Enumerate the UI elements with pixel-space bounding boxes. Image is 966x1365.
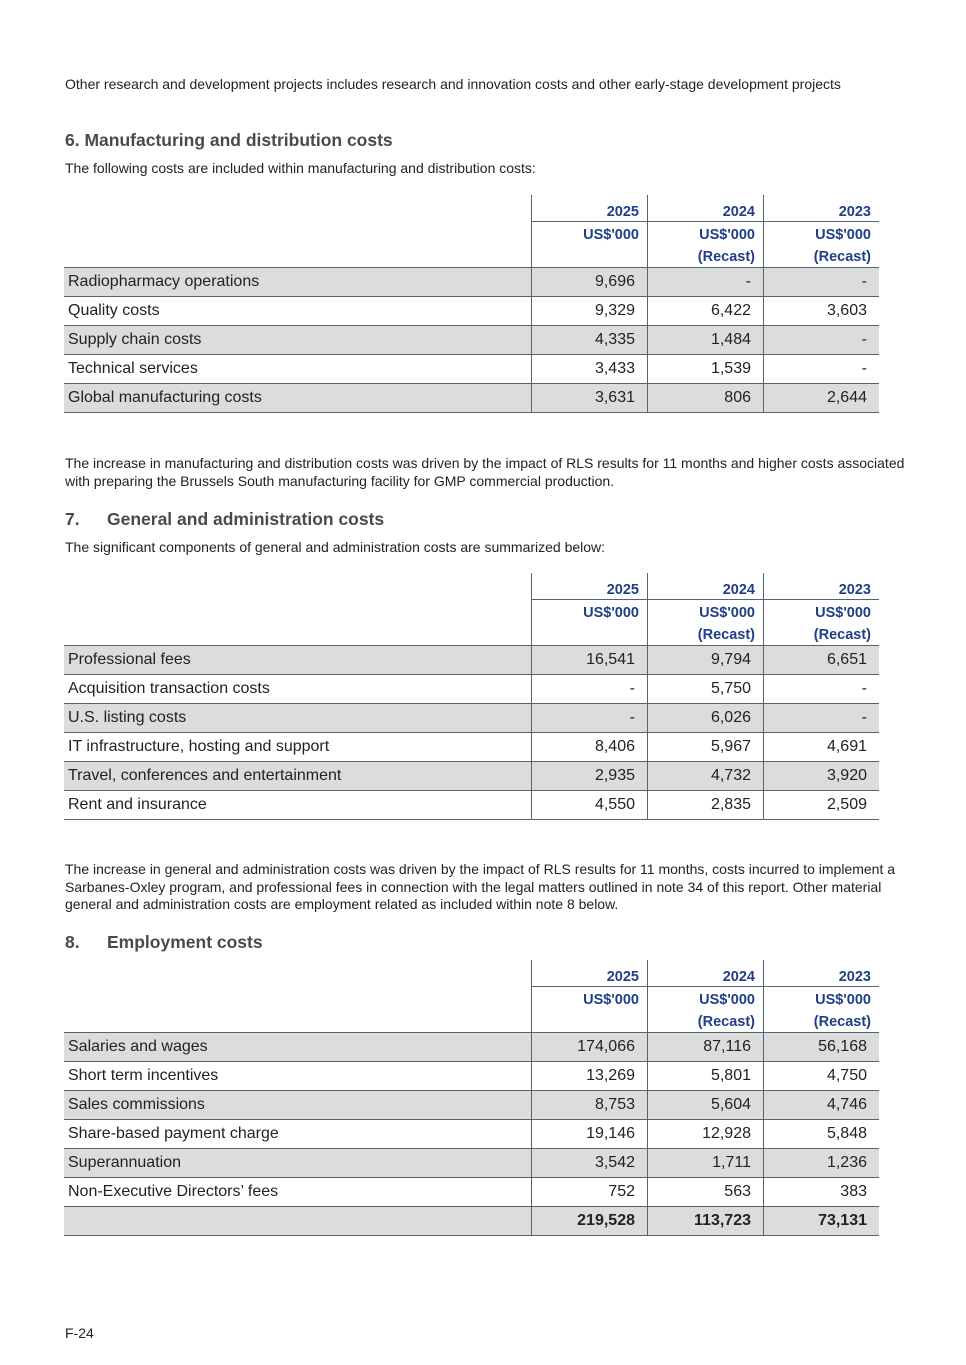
cell-value: 87,116 [648, 1033, 764, 1062]
year-header: 2024 [648, 960, 764, 987]
cell-value: 563 [648, 1178, 764, 1207]
total-value: 73,131 [764, 1207, 880, 1236]
cell-value: - [764, 326, 880, 355]
table-row [64, 297, 879, 326]
table-row [64, 1062, 879, 1091]
cell-value: - [764, 355, 880, 384]
total-row [64, 1207, 879, 1236]
cell-value: 3,433 [532, 355, 648, 384]
table-row [64, 1178, 879, 1207]
cell-value: 1,236 [764, 1149, 880, 1178]
cell-value: 3,603 [764, 297, 880, 326]
unit-header: US$'000 [648, 600, 764, 628]
unit-header: US$'000 [648, 987, 764, 1015]
year-header: 2025 [532, 573, 648, 600]
recast-header: (Recast) [648, 1014, 764, 1033]
cell-value: 12,928 [648, 1120, 764, 1149]
general-admin-costs-table [64, 573, 879, 820]
cell-value: 13,269 [532, 1062, 648, 1091]
total-value: 113,723 [648, 1207, 764, 1236]
year-header: 2023 [764, 195, 880, 222]
cell-value: 2,644 [764, 384, 880, 413]
cell-value: 5,604 [648, 1091, 764, 1120]
row-label: Supply chain costs [64, 326, 532, 355]
section-6-title: 6. Manufacturing and distribution costs [65, 130, 393, 150]
cell-value: 5,750 [648, 675, 764, 704]
page-number: F-24 [65, 1325, 94, 1341]
cell-value: 2,509 [764, 791, 880, 820]
cell-value: - [532, 704, 648, 733]
recast-header: (Recast) [764, 1014, 880, 1033]
cell-value: 16,541 [532, 646, 648, 675]
recast-header: (Recast) [764, 627, 880, 646]
cell-value: - [764, 704, 880, 733]
table-row [64, 1149, 879, 1178]
header-blank [64, 195, 532, 222]
recast-header: (Recast) [648, 627, 764, 646]
section-8-title-text: Employment costs [107, 932, 263, 952]
cell-value: 6,026 [648, 704, 764, 733]
cell-value: 752 [532, 1178, 648, 1207]
table-row [64, 1033, 879, 1062]
cell-value: 8,753 [532, 1091, 648, 1120]
cell-value: 3,920 [764, 762, 880, 791]
recast-header: (Recast) [648, 249, 764, 268]
cell-value: 4,550 [532, 791, 648, 820]
cell-value: 19,146 [532, 1120, 648, 1149]
row-label: Non-Executive Directors’ fees [64, 1178, 532, 1207]
table-row [64, 704, 879, 733]
cell-value: - [764, 675, 880, 704]
table-row [64, 791, 879, 820]
cell-value: 9,329 [532, 297, 648, 326]
table-row [64, 384, 879, 413]
cell-value: 5,967 [648, 733, 764, 762]
row-label: Professional fees [64, 646, 532, 675]
year-header: 2025 [532, 960, 648, 987]
table-row [64, 268, 879, 297]
row-label: IT infrastructure, hosting and support [64, 733, 532, 762]
cell-value: - [532, 675, 648, 704]
cell-value: 5,848 [764, 1120, 880, 1149]
cell-value: 4,746 [764, 1091, 880, 1120]
unit-header: US$'000 [764, 222, 880, 250]
row-label: Travel, conferences and entertainment [64, 762, 532, 791]
row-label: Salaries and wages [64, 1033, 532, 1062]
cell-value: 1,539 [648, 355, 764, 384]
row-label: Superannuation [64, 1149, 532, 1178]
employment-costs-table [64, 960, 879, 1236]
section-7-title-text: General and administration costs [107, 509, 385, 529]
cell-value: 383 [764, 1178, 880, 1207]
unit-header: US$'000 [648, 222, 764, 250]
row-label: Share-based payment charge [64, 1120, 532, 1149]
cell-value: 4,732 [648, 762, 764, 791]
total-label [64, 1207, 532, 1236]
year-header: 2023 [764, 960, 880, 987]
row-label: Acquisition transaction costs [64, 675, 532, 704]
cell-value: 9,794 [648, 646, 764, 675]
row-label: Global manufacturing costs [64, 384, 532, 413]
row-label: Radiopharmacy operations [64, 268, 532, 297]
table-row [64, 1120, 879, 1149]
year-header: 2024 [648, 573, 764, 600]
recast-header [532, 627, 648, 646]
year-header: 2024 [648, 195, 764, 222]
total-value: 219,528 [532, 1207, 648, 1236]
unit-header: US$'000 [532, 222, 648, 250]
cell-value: 56,168 [764, 1033, 880, 1062]
row-label: Technical services [64, 355, 532, 384]
cell-value: 5,801 [648, 1062, 764, 1091]
table-row [64, 733, 879, 762]
cell-value: 9,696 [532, 268, 648, 297]
table-row [64, 762, 879, 791]
row-label: Rent and insurance [64, 791, 532, 820]
row-label: U.S. listing costs [64, 704, 532, 733]
section-8-number: 8. [65, 932, 80, 952]
row-label: Quality costs [64, 297, 532, 326]
section-7-intro: The significant components of general and administration costs are summarized below: [65, 539, 606, 555]
cell-value: 1,484 [648, 326, 764, 355]
year-header: 2023 [764, 573, 880, 600]
unit-header: US$'000 [764, 987, 880, 1015]
cell-value: - [648, 268, 764, 297]
section-6-intro: The following costs are included within manufacturing and distribution costs: [65, 160, 536, 176]
cell-value: 4,750 [764, 1062, 880, 1091]
year-header: 2025 [532, 195, 648, 222]
cell-value: 1,711 [648, 1149, 764, 1178]
cell-value: 174,066 [532, 1033, 648, 1062]
table-row [64, 675, 879, 704]
cell-value: 806 [648, 384, 764, 413]
unit-header: US$'000 [532, 600, 648, 628]
recast-header [532, 249, 648, 268]
cell-value: - [764, 268, 880, 297]
table-row [64, 1091, 879, 1120]
row-label: Sales commissions [64, 1091, 532, 1120]
table-row [64, 355, 879, 384]
cell-value: 4,691 [764, 733, 880, 762]
recast-header [532, 1014, 648, 1033]
row-label: Short term incentives [64, 1062, 532, 1091]
section-7-note: The increase in general and administration costs was driven by the impact of RLS results for 11 months, costs incurred to implement a Sarbanes-Oxley program, and professional fees in connection with the legal matters outlined in note 34 of this report. Other material general and administration costs are employment related as included within note 8 below. [65, 861, 896, 912]
section-6-note: The increase in manufacturing and distribution costs was driven by the impact of RLS results for 11 months and higher costs associated with preparing the Brussels South manufacturing facility for GMP commercial production. [65, 455, 905, 489]
cell-value: 3,631 [532, 384, 648, 413]
cell-value: 4,335 [532, 326, 648, 355]
cell-value: 2,835 [648, 791, 764, 820]
section-7-number: 7. [65, 509, 80, 529]
section-8-title [65, 932, 263, 953]
cell-value: 3,542 [532, 1149, 648, 1178]
unit-header: US$'000 [532, 987, 648, 1015]
cell-value: 8,406 [532, 733, 648, 762]
cell-value: 2,935 [532, 762, 648, 791]
recast-header: (Recast) [764, 249, 880, 268]
manufacturing-costs-table [64, 195, 879, 413]
section-7-title [65, 509, 384, 530]
unit-header: US$'000 [764, 600, 880, 628]
table-row [64, 646, 879, 675]
table-row [64, 326, 879, 355]
cell-value: 6,651 [764, 646, 880, 675]
intro-paragraph: Other research and development projects includes research and innovation costs and other early-stage development projects [65, 76, 841, 92]
cell-value: 6,422 [648, 297, 764, 326]
